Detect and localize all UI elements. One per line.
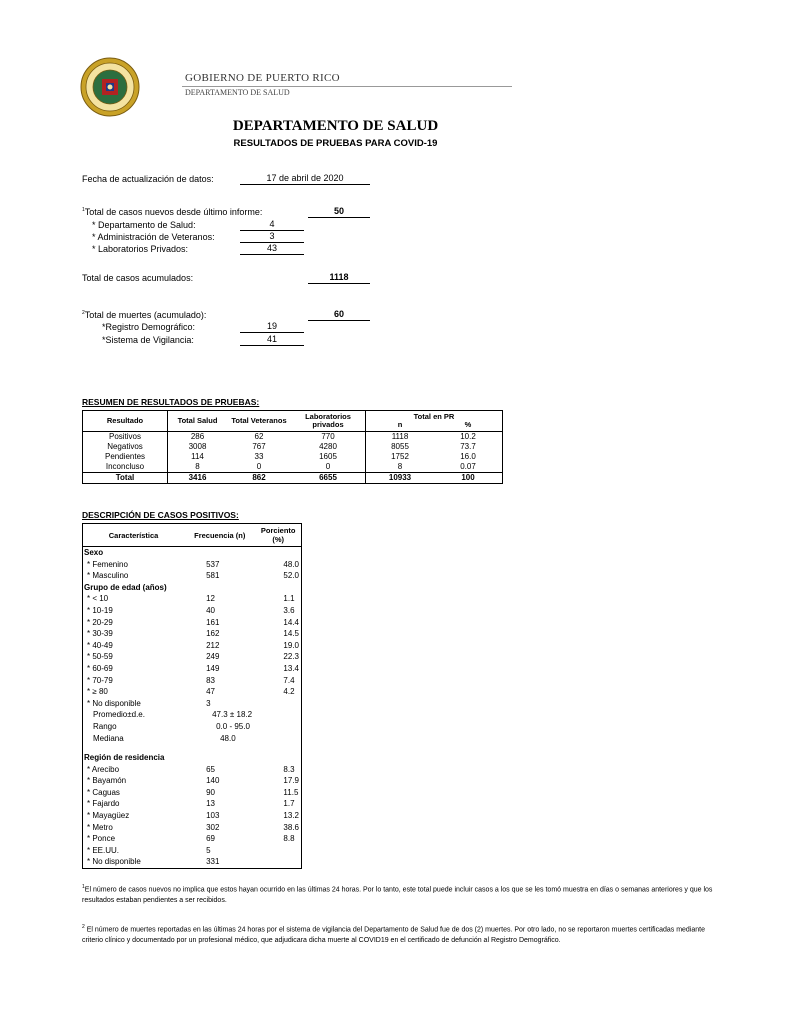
col-caracteristica: Característica bbox=[83, 524, 185, 547]
table-row bbox=[83, 686, 302, 698]
cell-salud: 286 bbox=[190, 432, 205, 441]
deaths-vigilancia-label: *Sistema de Vigilancia: bbox=[102, 335, 194, 345]
total-salud: 3416 bbox=[168, 473, 228, 484]
new-cases-veteranos-value: 3 bbox=[240, 230, 304, 243]
cell-n: 1118 bbox=[391, 432, 409, 441]
new-cases-privados-label: * Laboratorios Privados: bbox=[92, 244, 189, 254]
table-row bbox=[83, 856, 302, 868]
cumulative-cases-value: 1118 bbox=[308, 271, 370, 284]
row-label: * 10-19 bbox=[87, 605, 113, 615]
table-row bbox=[83, 775, 302, 787]
col-total-pr bbox=[366, 411, 503, 432]
stat-row bbox=[83, 733, 302, 745]
row-label: * Femenino bbox=[87, 559, 128, 569]
page-title: DEPARTAMENTO DE SALUD bbox=[232, 118, 439, 134]
cell-pct: 52.0 bbox=[283, 571, 299, 581]
deaths-registro-value: 19 bbox=[240, 320, 304, 333]
stat-row bbox=[83, 709, 302, 721]
row-label: Negativos bbox=[83, 442, 168, 452]
col-frecuencia: Frecuencia (n) bbox=[184, 524, 255, 547]
table-row bbox=[83, 675, 302, 687]
footnote-1 bbox=[82, 882, 722, 906]
new-cases-value: 50 bbox=[308, 205, 370, 218]
total-n: 10933 bbox=[388, 473, 412, 482]
col-veteranos: Total Veteranos bbox=[231, 416, 287, 425]
new-cases-privados-value: 43 bbox=[240, 242, 304, 255]
cell-salud: 114 bbox=[191, 452, 204, 461]
table-row bbox=[83, 617, 302, 629]
cell-pct: 8.8 bbox=[283, 834, 295, 844]
row-label: Positivos bbox=[83, 432, 168, 443]
group-edad: Grupo de edad (años) bbox=[84, 582, 167, 592]
row-label: * Caguas bbox=[87, 787, 120, 797]
table-row bbox=[83, 570, 302, 582]
cell-n: 302 bbox=[206, 822, 220, 832]
table-row bbox=[83, 822, 302, 834]
cell-pct: 38.6 bbox=[283, 822, 299, 832]
department-name: DEPARTAMENTO DE SALUD bbox=[185, 88, 290, 97]
cell-pct: 19.0 bbox=[283, 640, 299, 650]
cell-pct: 1.1 bbox=[283, 594, 295, 604]
update-date-value: 17 de abril de 2020 bbox=[240, 172, 370, 185]
cell-pct: 8.3 bbox=[283, 764, 295, 774]
cell-pct: 16.0 bbox=[460, 452, 476, 461]
row-label: * No disponible bbox=[87, 857, 141, 867]
deaths-registro-label: *Registro Demográfico: bbox=[102, 322, 196, 332]
positives-section-title: DESCRIPCIÓN DE CASOS POSITIVOS: bbox=[82, 510, 239, 520]
cell-n: 249 bbox=[206, 652, 220, 662]
cell-pct: 73.7 bbox=[460, 442, 476, 451]
row-label: * 70-79 bbox=[87, 675, 113, 685]
positives-table bbox=[82, 523, 302, 869]
col-pct: % bbox=[464, 420, 472, 429]
footnote-marker: 1 bbox=[82, 207, 85, 213]
cell-pct: 7.4 bbox=[283, 675, 295, 685]
col-porciento: Porciento (%) bbox=[255, 524, 301, 547]
table-row bbox=[83, 593, 302, 605]
cell-n: 149 bbox=[206, 663, 220, 673]
cell-pct: 3.6 bbox=[283, 605, 295, 615]
cell-pct bbox=[255, 698, 301, 710]
row-label: * Mayagüez bbox=[87, 811, 130, 821]
table-row bbox=[83, 640, 302, 652]
stat-label: Promedio±d.e. bbox=[93, 710, 145, 720]
header-divider bbox=[182, 86, 512, 87]
stat-value: 47.3 ± 18.2 bbox=[212, 710, 253, 720]
cell-privados: 4280 bbox=[291, 442, 366, 452]
table-row bbox=[83, 810, 302, 822]
row-label: * < 10 bbox=[87, 594, 109, 604]
table-row bbox=[83, 452, 503, 462]
stat-value: 48.0 bbox=[220, 733, 236, 743]
table-row bbox=[83, 432, 503, 443]
government-seal bbox=[80, 57, 140, 117]
table-row bbox=[83, 845, 302, 857]
deaths-value: 60 bbox=[308, 308, 370, 321]
cell-n: 40 bbox=[206, 605, 215, 615]
table-row bbox=[83, 663, 302, 675]
table-total-row bbox=[83, 473, 503, 484]
table-row bbox=[83, 651, 302, 663]
cell-pct: 1.7 bbox=[283, 799, 295, 809]
stat-label: Mediana bbox=[93, 733, 124, 743]
government-name: GOBIERNO DE PUERTO RICO bbox=[185, 72, 340, 84]
row-label: * 50-59 bbox=[87, 652, 113, 662]
cell-n: 12 bbox=[206, 594, 215, 604]
cell-n: 5 bbox=[206, 845, 211, 855]
cell-pct bbox=[255, 856, 301, 868]
total-veteranos: 862 bbox=[227, 473, 291, 484]
cumulative-cases-label: Total de casos acumulados: bbox=[82, 273, 194, 283]
total-privados: 6655 bbox=[291, 473, 366, 484]
footnote-text: El número de muertes reportadas en las últimas 24 horas por el sistema de vigilancia del Departamento de Salud fue de dos (2) muertes. Por otro lado, no se reportaron muertes certificadas mediante criterio clínico y documentado por un profesional médico, que adjudicara dicha muerte al COVID19 en el certificado de defunción al Registro Demográfico. bbox=[82, 926, 706, 945]
table-row bbox=[83, 833, 302, 845]
table-row bbox=[83, 787, 302, 799]
cell-pct: 0.07 bbox=[460, 462, 476, 471]
cell-n: 537 bbox=[206, 559, 220, 569]
cell-pct: 10.2 bbox=[460, 432, 476, 441]
table-row bbox=[83, 559, 302, 571]
table-row bbox=[83, 442, 503, 452]
row-label: * ≥ 80 bbox=[87, 687, 108, 697]
group-sexo: Sexo bbox=[84, 548, 104, 557]
cell-n: 8055 bbox=[391, 442, 409, 451]
row-label: * 30-39 bbox=[87, 629, 113, 639]
cell-salud: 3008 bbox=[188, 442, 207, 451]
cell-n: 8 bbox=[397, 462, 403, 471]
cell-n: 140 bbox=[206, 776, 220, 786]
deaths-label: $^2$Total de muertes (acumulado): bbox=[82, 310, 207, 320]
table-row bbox=[83, 628, 302, 640]
row-label: * 20-29 bbox=[87, 617, 113, 627]
cell-veteranos: 767 bbox=[252, 442, 266, 451]
cell-pct: 11.5 bbox=[283, 787, 299, 797]
new-cases-label: $^1$Total de casos nuevos desde último informe: bbox=[82, 207, 263, 217]
footnote-marker: 2 bbox=[82, 924, 85, 930]
row-label: * Fajardo bbox=[87, 799, 120, 809]
table-row bbox=[83, 798, 302, 810]
new-cases-salud-value: 4 bbox=[240, 218, 304, 231]
table-header-row bbox=[83, 524, 302, 547]
row-label: * Metro bbox=[87, 822, 113, 832]
cell-pct bbox=[255, 845, 301, 857]
cell-veteranos: 0 bbox=[256, 462, 262, 471]
footnote-marker: 2 bbox=[82, 310, 85, 316]
cell-veteranos: 33 bbox=[254, 452, 264, 461]
row-label: * EE.UU. bbox=[87, 845, 120, 855]
row-label: * No disponible bbox=[87, 698, 141, 708]
cell-n: 3 bbox=[206, 698, 211, 708]
cell-n: 90 bbox=[206, 787, 215, 797]
cell-salud: 8 bbox=[195, 462, 200, 471]
footnote-2 bbox=[82, 922, 722, 946]
col-salud: Total Salud bbox=[177, 416, 218, 425]
cell-n: 162 bbox=[206, 629, 220, 639]
col-n: n bbox=[397, 420, 403, 429]
col-resultado: Resultado bbox=[83, 411, 168, 432]
col-privados: Laboratorios privados bbox=[291, 411, 366, 432]
col-total-pr-title: Total en PR bbox=[413, 412, 455, 421]
update-date-label: Fecha de actualización de datos: bbox=[82, 174, 214, 184]
cell-n: 103 bbox=[206, 811, 220, 821]
tests-table bbox=[82, 410, 503, 484]
table-row bbox=[83, 605, 302, 617]
row-label: * Ponce bbox=[87, 834, 116, 844]
stat-label: Rango bbox=[93, 721, 117, 731]
cell-pct: 13.2 bbox=[283, 811, 299, 821]
cell-n: 1752 bbox=[391, 452, 409, 461]
cell-privados: 770 bbox=[291, 432, 366, 443]
row-label: Inconcluso bbox=[83, 462, 168, 473]
row-label: Pendientes bbox=[83, 452, 168, 462]
stat-row bbox=[83, 721, 302, 733]
row-label: * 40-49 bbox=[87, 640, 113, 650]
table-row bbox=[83, 698, 302, 710]
cell-privados: 1605 bbox=[291, 452, 366, 462]
tests-section-title: RESUMEN DE RESULTADOS DE PRUEBAS: bbox=[82, 397, 260, 407]
cell-pct: 4.2 bbox=[283, 687, 295, 697]
cell-n: 331 bbox=[206, 857, 220, 867]
cell-veteranos: 62 bbox=[254, 432, 264, 441]
page-subtitle: RESULTADOS DE PRUEBAS PARA COVID-19 bbox=[233, 138, 438, 149]
cell-pct: 17.9 bbox=[283, 776, 299, 786]
cell-pct: 13.4 bbox=[283, 663, 299, 673]
total-pct: 100 bbox=[461, 473, 475, 482]
row-label: * Bayamón bbox=[87, 776, 127, 786]
row-label: * Arecibo bbox=[87, 764, 120, 774]
cell-pct: 48.0 bbox=[283, 559, 299, 569]
footnote-marker: 1 bbox=[82, 884, 85, 890]
cell-n: 65 bbox=[206, 764, 215, 774]
group-region: Región de residencia bbox=[84, 753, 165, 763]
cell-n: 581 bbox=[206, 571, 220, 581]
table-header-row bbox=[83, 411, 503, 432]
deaths-vigilancia-value: 41 bbox=[240, 333, 304, 346]
cell-pct: 14.4 bbox=[283, 617, 299, 627]
cell-privados: 0 bbox=[291, 462, 366, 473]
row-label: * 60-69 bbox=[87, 663, 113, 673]
table-row bbox=[83, 462, 503, 473]
total-label: Total bbox=[83, 473, 168, 484]
cell-n: 69 bbox=[206, 834, 215, 844]
table-row bbox=[83, 764, 302, 776]
cell-n: 161 bbox=[206, 617, 220, 627]
cell-n: 47 bbox=[206, 687, 215, 697]
cell-n: 212 bbox=[206, 640, 220, 650]
new-cases-salud-label: * Departamento de Salud: bbox=[92, 220, 196, 230]
new-cases-veteranos-label: * Administración de Veteranos: bbox=[92, 232, 215, 242]
row-label: * Masculino bbox=[87, 571, 129, 581]
cell-n: 13 bbox=[206, 799, 215, 809]
stat-value: 0.0 - 95.0 bbox=[216, 721, 250, 731]
cell-n: 83 bbox=[206, 675, 215, 685]
cell-pct: 22.3 bbox=[283, 652, 299, 662]
cell-pct: 14.5 bbox=[283, 629, 299, 639]
footnote-text: El número de casos nuevos no implica que estos hayan ocurrido en las últimas 24 horas. Por lo tanto, este total puede incluir casos a los que se les tomó muestra en días o semanas anteriores y que los resultados estaban pendientes a ser recibidos. bbox=[82, 886, 713, 905]
